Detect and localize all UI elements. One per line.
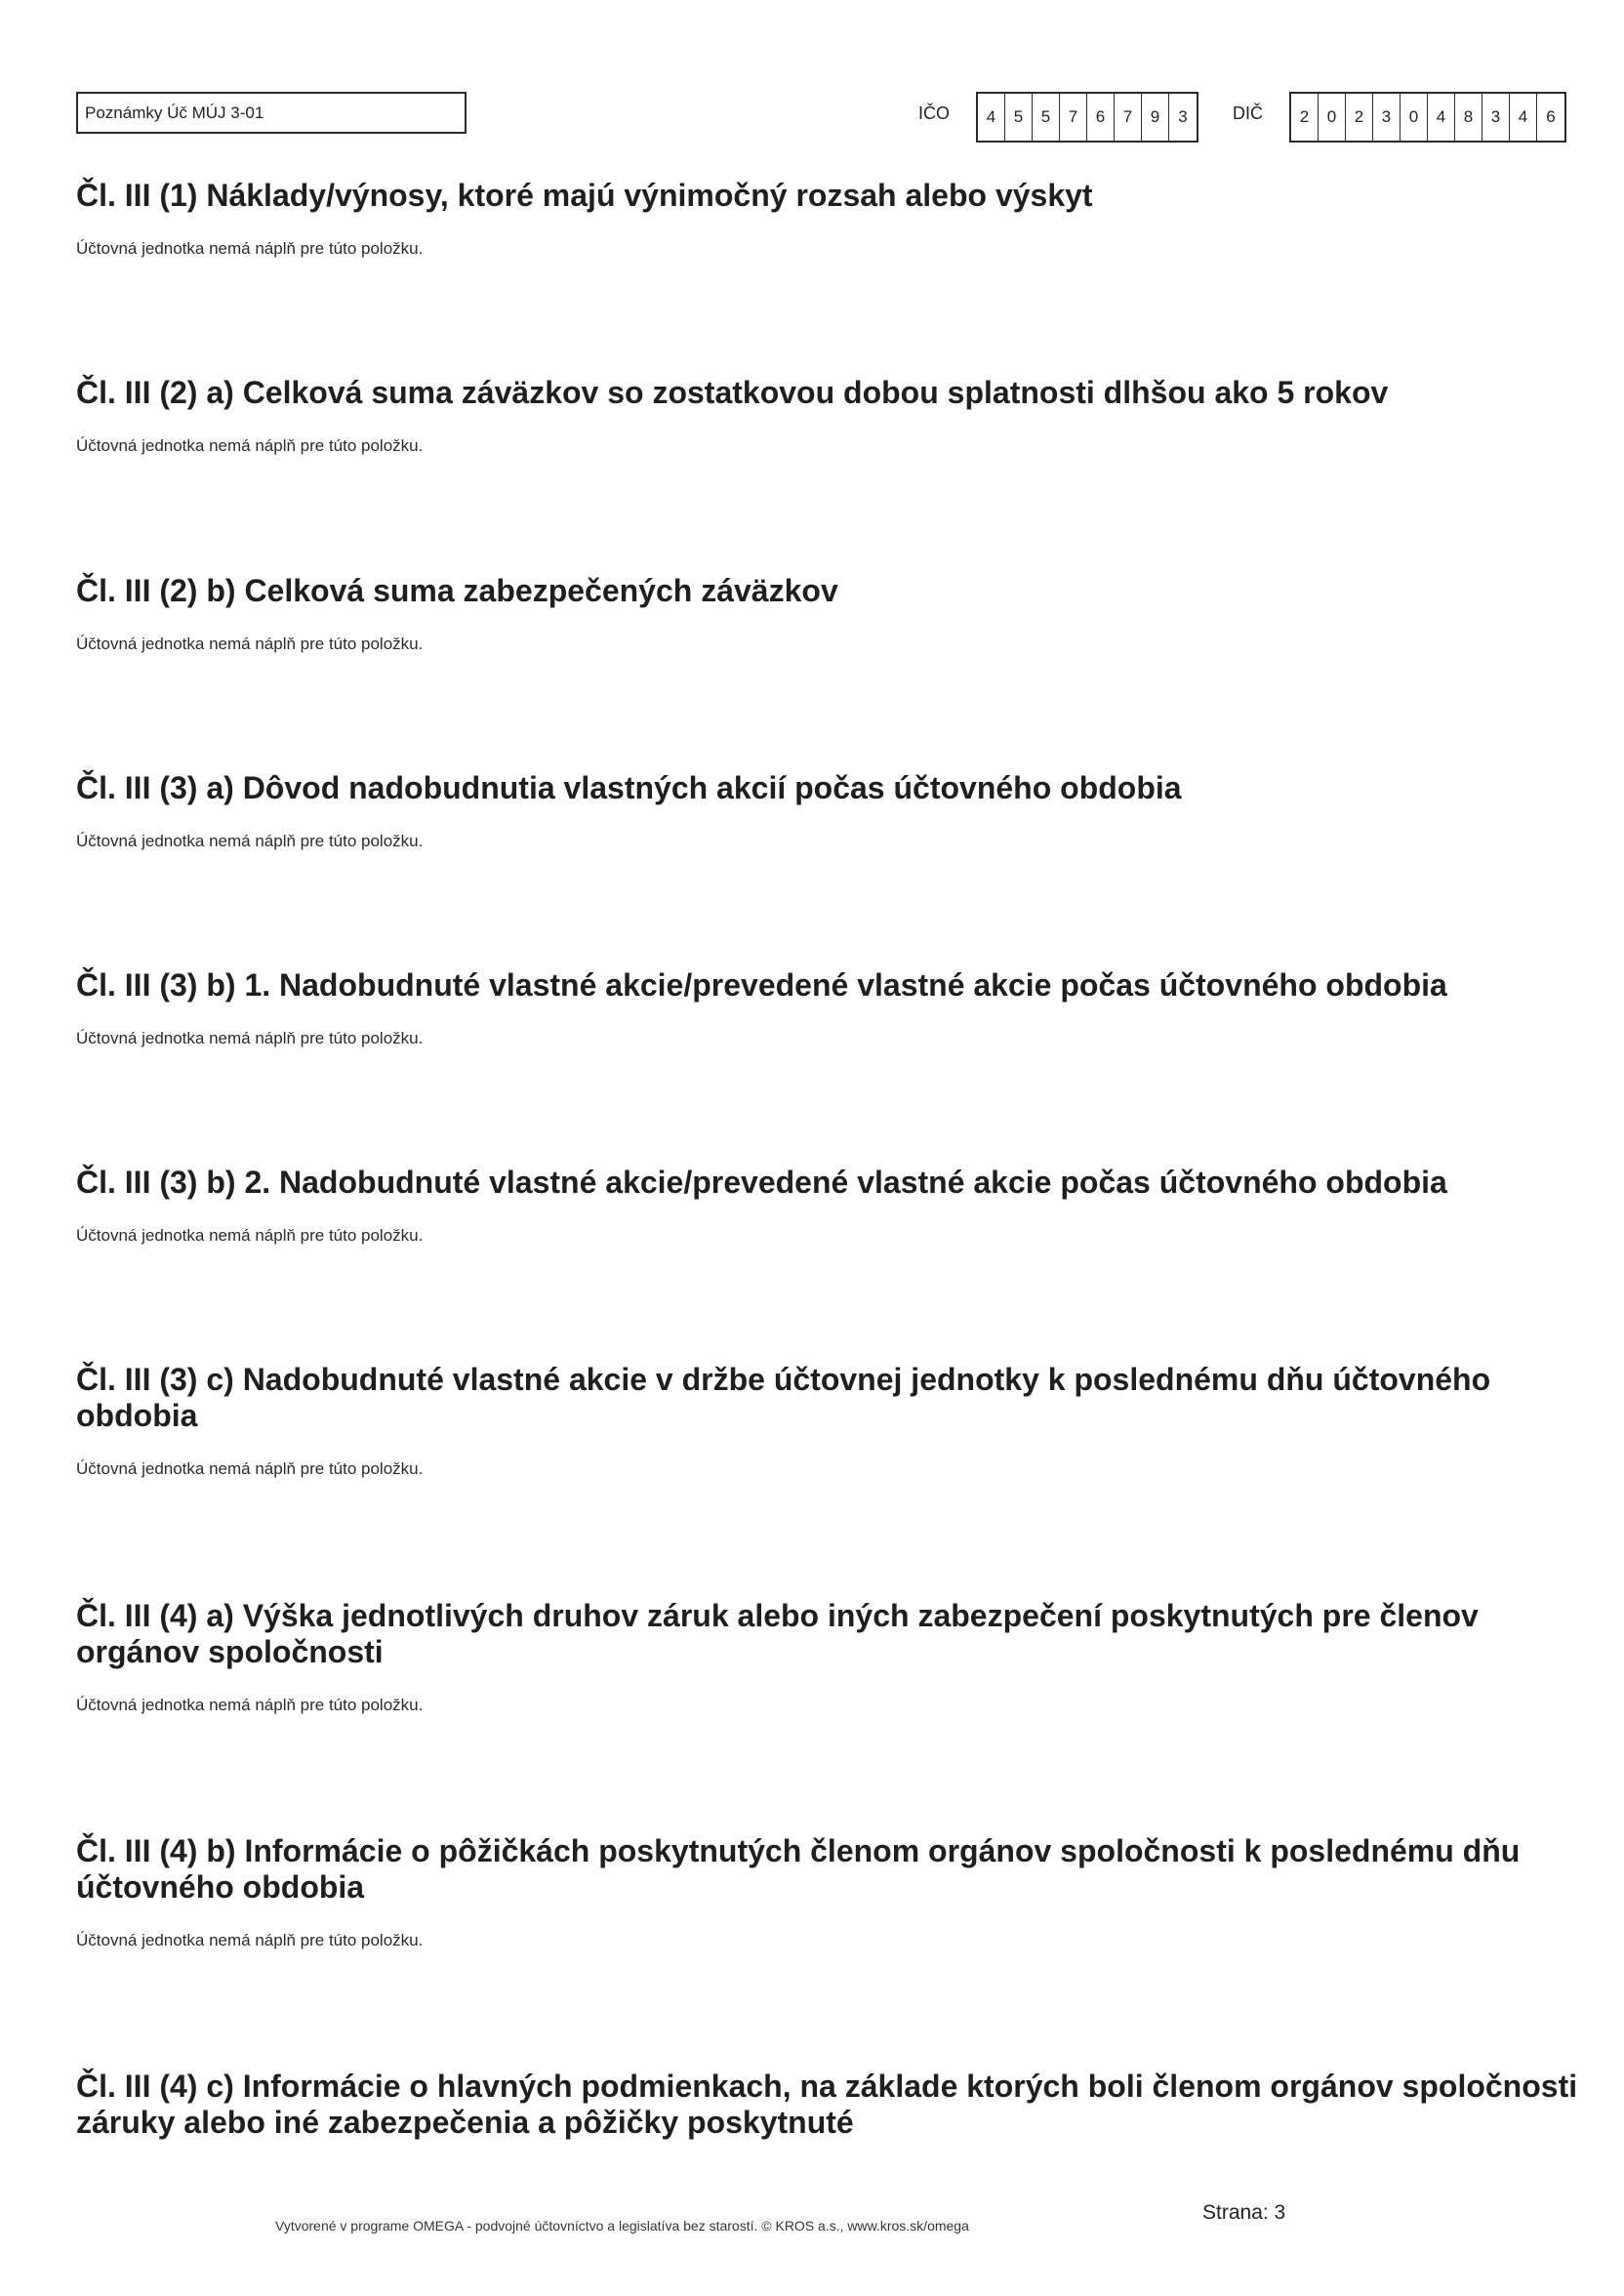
section-5 bbox=[76, 967, 1579, 1048]
dic-digit: 4 bbox=[1510, 94, 1537, 141]
section-4 bbox=[76, 770, 1579, 851]
section-text: Účtovná jednotka nemá náplň pre túto položku. bbox=[76, 1459, 424, 1478]
section-title: Čl. III (3) c) Nadobudnuté vlastné akcie v držbe účtovnej jednotky k poslednému dňu účtovného obdobia bbox=[76, 1362, 1491, 1433]
section-title: Čl. III (2) a) Celková suma záväzkov so zostatkovou dobou splatnosti dlhšou ako 5 rokov bbox=[76, 375, 1389, 410]
dic-label: DIČ bbox=[1233, 103, 1263, 123]
section-text: Účtovná jednotka nemá náplň pre túto položku. bbox=[76, 635, 424, 653]
section-8 bbox=[76, 1598, 1579, 1715]
dic-digit: 6 bbox=[1546, 107, 1556, 126]
section-6 bbox=[76, 1165, 1579, 1246]
ico-digit: 7 bbox=[1115, 94, 1142, 141]
section-title: Čl. III (1) Náklady/výnosy, ktoré majú výnimočný rozsah alebo výskyt bbox=[76, 178, 1093, 213]
section-title: Čl. III (4) b) Informácie o pôžičkách poskytnutých členom orgánov spoločnosti k poslednému dňu účtovného obdobia bbox=[76, 1833, 1521, 1905]
section-10 bbox=[76, 2069, 1579, 2141]
section-title: Čl. III (3) b) 1. Nadobudnuté vlastné akcie/prevedené vlastné akcie počas účtovného obdobia bbox=[76, 967, 1447, 1003]
section-text: Účtovná jednotka nemá náplň pre túto položku. bbox=[76, 1931, 424, 1949]
ico-digit: 7 bbox=[1060, 94, 1087, 141]
ico-digit: 5 bbox=[1033, 94, 1060, 141]
section-1 bbox=[76, 178, 1579, 259]
section-text: Účtovná jednotka nemá náplň pre túto položku. bbox=[76, 1696, 424, 1714]
ico-digit: 3 bbox=[1178, 107, 1188, 126]
ico-digits bbox=[976, 92, 1198, 143]
section-text: Účtovná jednotka nemá náplň pre túto položku. bbox=[76, 1226, 424, 1245]
section-title: Čl. III (3) a) Dôvod nadobudnutia vlastných akcií počas účtovného obdobia bbox=[76, 770, 1182, 805]
dic-digit: 2 bbox=[1291, 94, 1319, 141]
ico-digit: 6 bbox=[1087, 94, 1115, 141]
dic-digit: 3 bbox=[1482, 94, 1510, 141]
page-number: Strana: 3 bbox=[1202, 2201, 1286, 2224]
section-text: Účtovná jednotka nemá náplň pre túto položku. bbox=[76, 1029, 424, 1047]
form-label: Poznámky Úč MÚJ 3-01 bbox=[76, 92, 467, 134]
ico-digit: 9 bbox=[1142, 94, 1169, 141]
section-text: Účtovná jednotka nemá náplň pre túto položku. bbox=[76, 239, 424, 258]
dic-digit: 8 bbox=[1455, 94, 1482, 141]
section-title: Čl. III (2) b) Celková suma zabezpečených záväzkov bbox=[76, 573, 838, 608]
section-title: Čl. III (3) b) 2. Nadobudnuté vlastné akcie/prevedené vlastné akcie počas účtovného obdobia bbox=[76, 1165, 1447, 1200]
section-7 bbox=[76, 1362, 1579, 1479]
dic-digit: 0 bbox=[1319, 94, 1346, 141]
section-text: Účtovná jednotka nemá náplň pre túto položku. bbox=[76, 436, 424, 455]
section-2 bbox=[76, 375, 1579, 456]
ico-digit: 5 bbox=[1005, 94, 1033, 141]
dic-digit: 2 bbox=[1346, 94, 1373, 141]
dic-digit: 3 bbox=[1373, 94, 1401, 141]
section-9 bbox=[76, 1833, 1579, 1950]
section-3 bbox=[76, 573, 1579, 654]
ico-digit: 4 bbox=[978, 94, 1005, 141]
ico-label: IČO bbox=[918, 103, 951, 123]
footer-created-by: Vytvorené v programe OMEGA - podvojné účtovníctvo a legislatíva bez starostí. © KROS a.s., www.kros.sk/omega bbox=[275, 2218, 969, 2234]
dic-digit: 0 bbox=[1401, 94, 1428, 141]
section-text: Účtovná jednotka nemá náplň pre túto položku. bbox=[76, 832, 424, 850]
dic-digit: 4 bbox=[1428, 94, 1455, 141]
section-title: Čl. III (4) a) Výška jednotlivých druhov záruk alebo iných zabezpečení poskytnutých pre členov orgánov spoločnosti bbox=[76, 1598, 1479, 1669]
dic-digits bbox=[1289, 92, 1566, 143]
section-title: Čl. III (4) c) Informácie o hlavných podmienkach, na základe ktorých boli členom orgánov spoločnosti záruky alebo iné zabezpečenia a pôžičky poskytnuté bbox=[76, 2069, 1578, 2140]
